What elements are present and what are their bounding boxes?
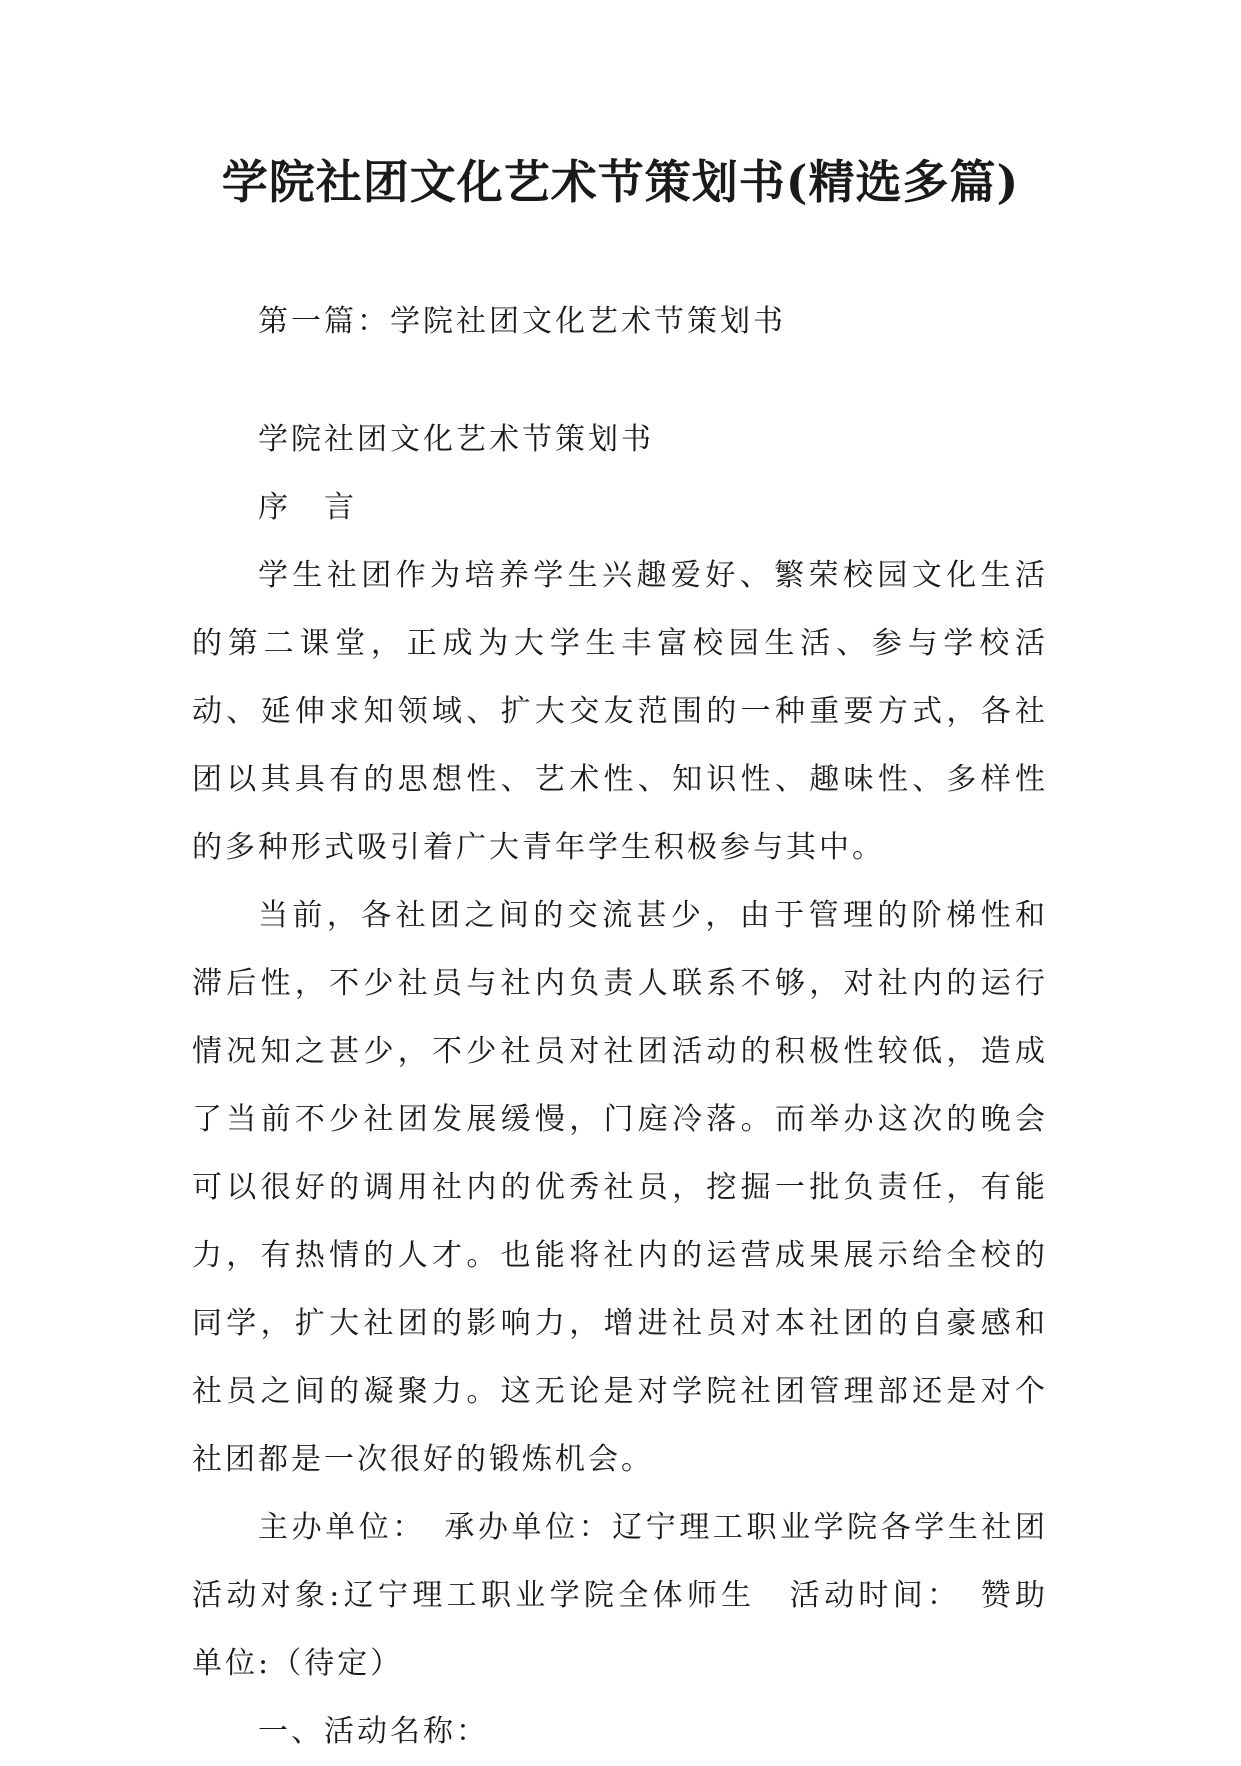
paragraph: 当前，各社团之间的交流甚少，由于管理的阶梯性和滞后性，不少社员与社内负责人联系不够，对社内的运行情况知之甚少，不少社员对社团活动的积极性较低，造成了当前不少社团发展缓慢，门庭冷落。而举办这次的晚会可以很好的调用社内的优秀社员，挖掘一批负责任，有能力，有热情的人才。也能将社内的运营成果展示给全校的同学，扩大社团的影响力，增进社员对本社团的自豪感和社员之间的凝聚力。这无论是对学院社团管理部还是对个社团都是一次很好的锻炼机会。 [192, 898, 1048, 1477]
preface-heading: 序 言 [258, 490, 357, 525]
section-heading: 一、活动名称： [258, 1714, 489, 1749]
document-title: 学院社团文化艺术节策划书(精选多篇) [221, 155, 1020, 209]
chapter-heading: 第一篇：学院社团文化艺术节策划书 [258, 304, 786, 339]
paragraph: 学生社团作为培养学生兴趣爱好、繁荣校园文化生活的第二课堂，正成为大学生丰富校园生活、参与学校活动、延伸求知领域、扩大交友范围的一种重要方式，各社团以其具有的思想性、艺术性、知识性、趣味性、多样性的多种形式吸引着广大青年学生积极参与其中。 [192, 558, 1048, 865]
document-subtitle: 学院社团文化艺术节策划书 [258, 422, 654, 457]
paragraph: 主办单位： 承办单位：辽宁理工职业学院各学生社团活动对象:辽宁理工职业学院全体师生 活动时间： 赞助单位:（待定） [192, 1510, 1048, 1681]
document-body [192, 288, 1048, 1766]
